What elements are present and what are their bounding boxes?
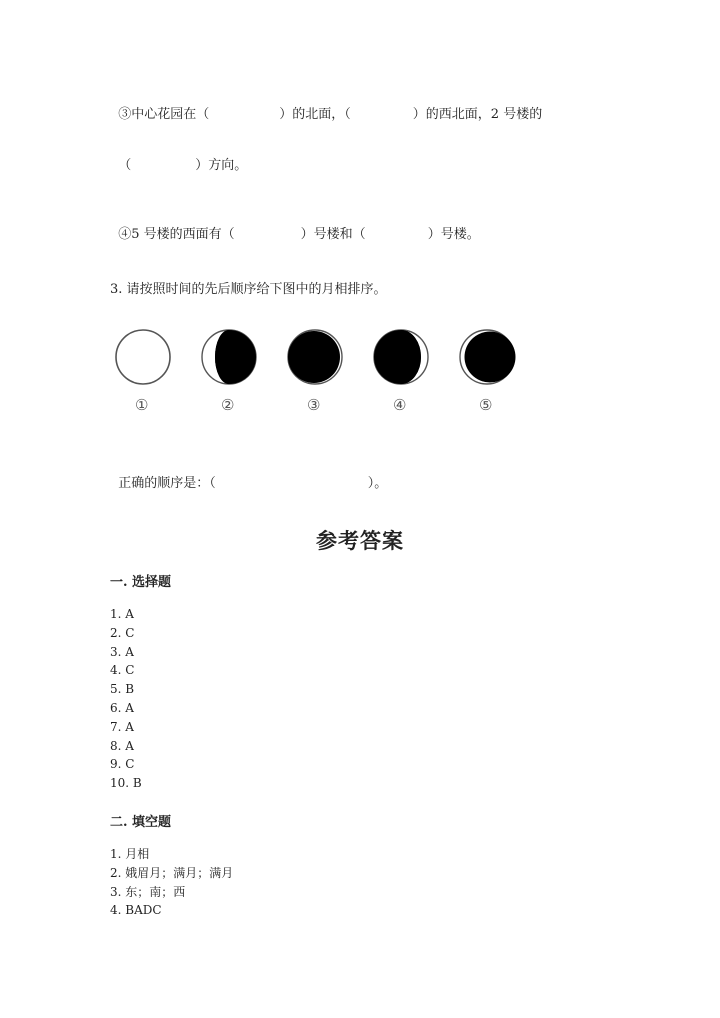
choice-answer-list (110, 605, 142, 793)
list-item: 6. A (110, 700, 134, 715)
q3-line1-c: ）的西北面，2 号楼的 (412, 107, 543, 122)
moon-4 (374, 330, 428, 384)
list-item: 3. 东；南；西 (110, 884, 186, 899)
list-item: 1. A (110, 607, 134, 621)
list-item: 8. A (110, 738, 134, 753)
section-choice-heading: 一. 选择题 (110, 575, 172, 590)
q3-line1-b: ）的北面，（ (279, 107, 351, 122)
list-item: 4. BADC (110, 903, 162, 918)
q3-line1 (110, 88, 542, 122)
q4-line-a: ④5 号楼的西面有（ (118, 227, 235, 242)
moon-label-5: ⑤ (479, 396, 493, 414)
moon-label-4: ④ (393, 396, 407, 414)
list-item: 1. 月相 (110, 847, 150, 861)
order-line-a: 正确的顺序是：（ (118, 476, 216, 491)
q3-line2-a: （ (118, 158, 132, 173)
list-item: 2. 娥眉月；满月；满月 (110, 865, 234, 880)
order-line-b: ）。 (367, 476, 388, 491)
list-item: 9. C (110, 757, 135, 772)
list-item: 3. A (110, 644, 134, 659)
answer-title: 参考答案 (316, 528, 404, 553)
moon-label-2: ② (221, 396, 235, 414)
q5-prompt: 3. 请按照时间的先后顺序给下图中的月相排序。 (110, 282, 387, 297)
list-item: 7. A (110, 719, 134, 734)
moon-phase-figure (0, 320, 720, 430)
q3-line2-b: ）方向。 (195, 158, 248, 173)
moon-label-1: ① (135, 396, 149, 414)
list-item: 4. C (110, 663, 135, 678)
list-item: 10. B (110, 776, 142, 791)
q3-line2 (110, 139, 247, 173)
list-item: 5. B (110, 682, 135, 697)
list-item: 2. C (110, 625, 135, 640)
moon-1 (116, 330, 170, 384)
moon-label-3: ③ (307, 396, 321, 414)
moon-3 (288, 330, 342, 384)
q3-line1-a: ③中心花园在（ (118, 107, 210, 122)
q4-line-b: ）号楼和（ (300, 227, 366, 242)
fill-answer-list (110, 845, 233, 920)
section-fill-heading: 二. 填空题 (110, 815, 172, 830)
moon-2 (202, 330, 256, 384)
q4-line (110, 208, 480, 242)
moon-5 (460, 330, 516, 384)
moon-phase-svg (0, 320, 720, 430)
q4-line-c: ）号楼。 (427, 227, 480, 242)
order-line (110, 457, 387, 491)
